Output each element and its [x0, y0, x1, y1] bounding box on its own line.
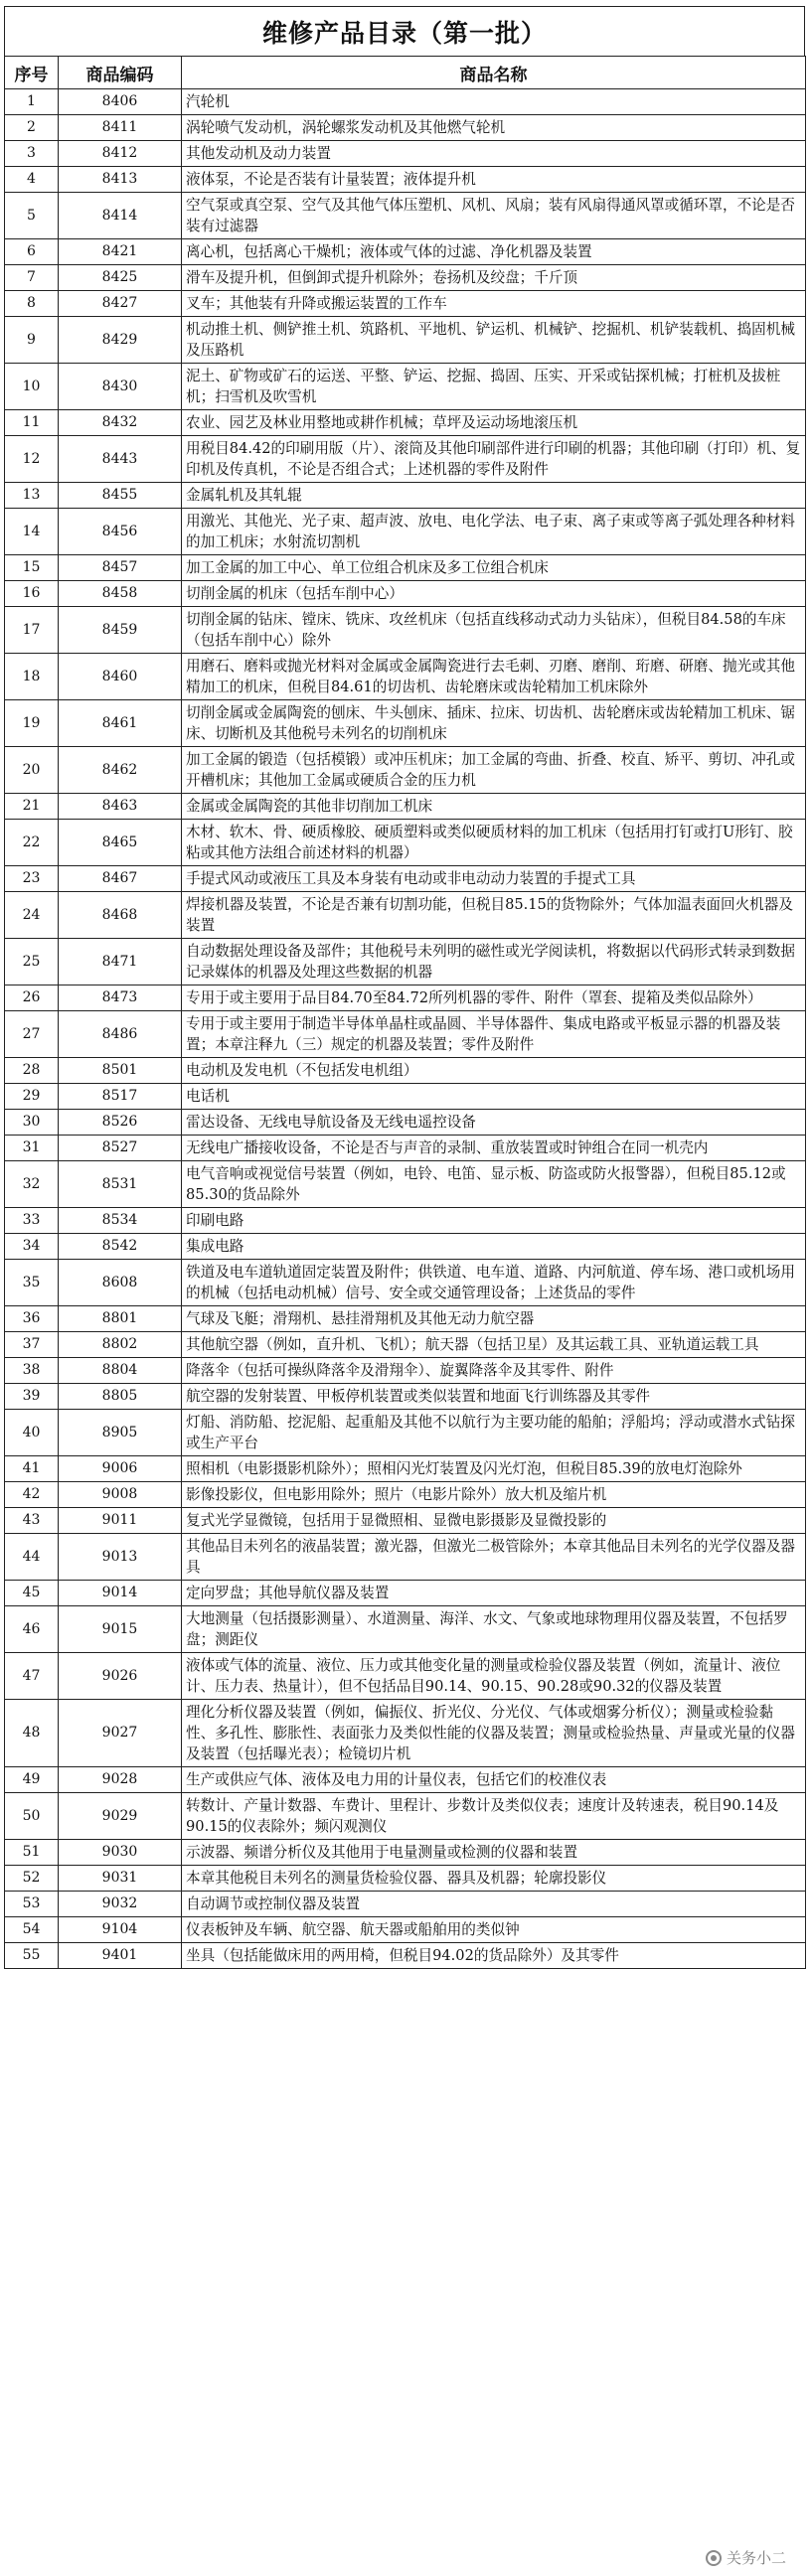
row-name: 集成电路	[182, 1234, 806, 1260]
row-code: 8430	[59, 364, 182, 410]
row-code: 8805	[59, 1384, 182, 1410]
row-seq: 23	[5, 866, 59, 892]
row-code: 8411	[59, 115, 182, 141]
row-name: 印刷电路	[182, 1208, 806, 1234]
table-row	[5, 654, 806, 700]
row-seq: 25	[5, 939, 59, 985]
row-seq: 5	[5, 193, 59, 239]
row-seq: 38	[5, 1358, 59, 1384]
row-code: 9013	[59, 1534, 182, 1581]
row-code: 9030	[59, 1840, 182, 1866]
row-seq: 13	[5, 483, 59, 509]
row-name: 电话机	[182, 1084, 806, 1110]
row-seq: 22	[5, 820, 59, 866]
row-code: 8463	[59, 794, 182, 820]
row-seq: 51	[5, 1840, 59, 1866]
table-row	[5, 866, 806, 892]
row-name: 泥土、矿物或矿石的运送、平整、铲运、挖掘、捣固、压实、开采或钻探机械；打桩机及拔桩机；扫雪机及吹雪机	[182, 364, 806, 410]
row-name: 气球及飞艇；滑翔机、悬挂滑翔机及其他无动力航空器	[182, 1306, 806, 1332]
table-row	[5, 939, 806, 985]
row-seq: 36	[5, 1306, 59, 1332]
row-name: 电气音响或视觉信号装置（例如，电铃、电笛、显示板、防盗或防火报警器），但税目85.12或85.30的货品除外	[182, 1161, 806, 1208]
row-seq: 32	[5, 1161, 59, 1208]
row-code: 8421	[59, 239, 182, 265]
table-row	[5, 794, 806, 820]
row-name: 无线电广播接收设备，不论是否与声音的录制、重放装置或时钟组合在同一机壳内	[182, 1136, 806, 1161]
header-seq: 序号	[5, 57, 59, 89]
table-row	[5, 1892, 806, 1917]
table-row	[5, 892, 806, 939]
table-row	[5, 1058, 806, 1084]
table-row	[5, 265, 806, 291]
row-name: 液体或气体的流量、液位、压力或其他变化量的测量或检验仪器及装置（例如，流量计、液位计、压力表、热量计），但不包括品目90.14、90.15、90.28或90.32的仪器及装置	[182, 1653, 806, 1700]
table-row	[5, 1136, 806, 1161]
row-name: 加工金属的锻造（包括模锻）或冲压机床；加工金属的弯曲、折叠、校直、矫平、剪切、冲孔或开槽机床；其他加工金属或硬质合金的压力机	[182, 747, 806, 794]
row-seq: 11	[5, 410, 59, 436]
table-row	[5, 700, 806, 747]
table-row	[5, 1358, 806, 1384]
row-name: 专用于或主要用于制造半导体单晶柱或晶圆、半导体器件、集成电路或平板显示器的机器及装置；本章注释九（三）规定的机器及装置；零件及附件	[182, 1011, 806, 1058]
table-row	[5, 1161, 806, 1208]
table-row	[5, 509, 806, 555]
table-row	[5, 1534, 806, 1581]
header-code: 商品编码	[59, 57, 182, 89]
row-code: 9027	[59, 1700, 182, 1767]
row-seq: 42	[5, 1482, 59, 1508]
table-row	[5, 1332, 806, 1358]
table-row	[5, 555, 806, 581]
table-row	[5, 115, 806, 141]
row-name: 金属或金属陶瓷的其他非切削加工机床	[182, 794, 806, 820]
row-seq: 52	[5, 1866, 59, 1892]
row-name: 焊接机器及装置，不论是否兼有切割功能，但税目85.15的货物除外；气体加温表面回火机器及装置	[182, 892, 806, 939]
table-row	[5, 581, 806, 607]
row-name: 生产或供应气体、液体及电力用的计量仪表，包括它们的校准仪表	[182, 1767, 806, 1793]
row-name: 其他品目未列名的液晶装置；激光器，但激光二极管除外；本章其他品目未列名的光学仪器及器具	[182, 1534, 806, 1581]
row-seq: 28	[5, 1058, 59, 1084]
wechat-logo-icon	[706, 2550, 722, 2566]
row-code: 8542	[59, 1234, 182, 1260]
row-name: 航空器的发射装置、甲板停机装置或类似装置和地面飞行训练器及其零件	[182, 1384, 806, 1410]
row-seq: 43	[5, 1508, 59, 1534]
table-row	[5, 193, 806, 239]
table-row	[5, 820, 806, 866]
header-row	[5, 57, 806, 89]
table-row	[5, 1234, 806, 1260]
row-seq: 33	[5, 1208, 59, 1234]
table-row	[5, 1260, 806, 1306]
row-name: 复式光学显微镜，包括用于显微照相、显微电影摄影及显微投影的	[182, 1508, 806, 1534]
row-name: 手提式风动或液压工具及本身装有电动或非电动动力装置的手提式工具	[182, 866, 806, 892]
row-seq: 8	[5, 291, 59, 317]
row-seq: 19	[5, 700, 59, 747]
row-code: 9015	[59, 1606, 182, 1653]
table-row	[5, 1606, 806, 1653]
row-code: 8801	[59, 1306, 182, 1332]
table-row	[5, 1866, 806, 1892]
row-code: 8468	[59, 892, 182, 939]
table-row	[5, 1306, 806, 1332]
row-code: 8471	[59, 939, 182, 985]
row-seq: 34	[5, 1234, 59, 1260]
row-seq: 9	[5, 317, 59, 364]
row-name: 转数计、产量计数器、车费计、里程计、步数计及类似仪表；速度计及转速表，税目90.14及90.15的仪表除外；频闪观测仪	[182, 1793, 806, 1840]
row-name: 大地测量（包括摄影测量）、水道测量、海洋、水文、气象或地球物理用仪器及装置，不包括罗盘；测距仪	[182, 1606, 806, 1653]
row-code: 8427	[59, 291, 182, 317]
row-code: 8534	[59, 1208, 182, 1234]
row-seq: 50	[5, 1793, 59, 1840]
row-code: 9029	[59, 1793, 182, 1840]
row-seq: 2	[5, 115, 59, 141]
header-name: 商品名称	[182, 57, 806, 89]
row-seq: 46	[5, 1606, 59, 1653]
table-row	[5, 89, 806, 115]
table-row	[5, 1084, 806, 1110]
row-seq: 26	[5, 985, 59, 1011]
row-name: 降落伞（包括可操纵降落伞及滑翔伞）、旋翼降落伞及其零件、附件	[182, 1358, 806, 1384]
row-name: 专用于或主要用于品目84.70至84.72所列机器的零件、附件（罩套、提箱及类似品除外）	[182, 985, 806, 1011]
row-name: 用磨石、磨料或抛光材料对金属或金属陶瓷进行去毛刺、刃磨、磨削、珩磨、研磨、抛光或其他精加工的机床，但税目84.61的切齿机、齿轮磨床或齿轮精加工机床除外	[182, 654, 806, 700]
table-row	[5, 1653, 806, 1700]
row-code: 8460	[59, 654, 182, 700]
table-row	[5, 1767, 806, 1793]
catalog-sheet	[4, 6, 805, 1969]
row-name: 切削金属或金属陶瓷的刨床、牛头刨床、插床、拉床、切齿机、齿轮磨床或齿轮精加工机床、锯床、切断机及其他税号未列名的切削机床	[182, 700, 806, 747]
row-name: 木材、软木、骨、硬质橡胶、硬质塑料或类似硬质材料的加工机床（包括用打钉或打U形钉、胶粘或其他方法组合前述材料的机器）	[182, 820, 806, 866]
row-seq: 29	[5, 1084, 59, 1110]
row-code: 8905	[59, 1410, 182, 1456]
watermark-text: 关务小二	[726, 2549, 786, 2567]
row-code: 8461	[59, 700, 182, 747]
row-name: 空气泵或真空泵、空气及其他气体压塑机、风机、风扇；装有风扇得通风罩或循环罩，不论是否装有过滤器	[182, 193, 806, 239]
row-code: 9032	[59, 1892, 182, 1917]
row-code: 8804	[59, 1358, 182, 1384]
row-name: 加工金属的加工中心、单工位组合机床及多工位组合机床	[182, 555, 806, 581]
row-code: 8462	[59, 747, 182, 794]
row-seq: 44	[5, 1534, 59, 1581]
row-name: 叉车；其他装有升降或搬运装置的工作车	[182, 291, 806, 317]
row-seq: 18	[5, 654, 59, 700]
row-name: 坐具（包括能做床用的两用椅，但税目94.02的货品除外）及其零件	[182, 1943, 806, 1969]
row-name: 农业、园艺及林业用整地或耕作机械；草坪及运动场地滚压机	[182, 410, 806, 436]
row-code: 8459	[59, 607, 182, 654]
row-name: 本章其他税目未列名的测量货检验仪器、器具及机器；轮廓投影仪	[182, 1866, 806, 1892]
table-row	[5, 1384, 806, 1410]
table-row	[5, 1208, 806, 1234]
row-name: 切削金属的钻床、镗床、铣床、攻丝机床（包括直线移动式动力头钻床），但税目84.58的车床（包括车削中心）除外	[182, 607, 806, 654]
table-row	[5, 1011, 806, 1058]
table-row	[5, 317, 806, 364]
row-code: 8457	[59, 555, 182, 581]
row-name: 滑车及提升机，但倒卸式提升机除外；卷扬机及绞盘；千斤顶	[182, 265, 806, 291]
row-code: 9028	[59, 1767, 182, 1793]
row-seq: 10	[5, 364, 59, 410]
row-seq: 27	[5, 1011, 59, 1058]
row-seq: 4	[5, 167, 59, 193]
table-row	[5, 141, 806, 167]
table-row	[5, 410, 806, 436]
row-seq: 15	[5, 555, 59, 581]
row-code: 8414	[59, 193, 182, 239]
row-seq: 21	[5, 794, 59, 820]
row-name: 用激光、其他光、光子束、超声波、放电、电化学法、电子束、离子束或等离子弧处理各种材料的加工机床；水射流切割机	[182, 509, 806, 555]
row-seq: 45	[5, 1581, 59, 1606]
row-name: 理化分析仪器及装置（例如，偏振仪、折光仪、分光仪、气体或烟雾分析仪）；测量或检验黏性、多孔性、膨胀性、表面张力及类似性能的仪器及装置；测量或检验热量、声量或光量的仪器及装置（包括曝光表）；检镜切片机	[182, 1700, 806, 1767]
row-code: 8458	[59, 581, 182, 607]
row-seq: 39	[5, 1384, 59, 1410]
row-seq: 30	[5, 1110, 59, 1136]
table-row	[5, 436, 806, 483]
row-name: 铁道及电车道轨道固定装置及附件；供铁道、电车道、道路、内河航道、停车场、港口或机场用的机械（包括电动机械）信号、安全或交通管理设备；上述货品的零件	[182, 1260, 806, 1306]
table-row	[5, 607, 806, 654]
watermark	[706, 2547, 786, 2568]
row-name: 定向罗盘；其他导航仪器及装置	[182, 1581, 806, 1606]
row-code: 8501	[59, 1058, 182, 1084]
row-code: 9104	[59, 1917, 182, 1943]
row-seq: 1	[5, 89, 59, 115]
row-code: 8465	[59, 820, 182, 866]
row-name: 用税目84.42的印刷用版（片）、滚筒及其他印刷部件进行印刷的机器；其他印刷（打印）机、复印机及传真机，不论是否组合式；上述机器的零件及附件	[182, 436, 806, 483]
row-seq: 6	[5, 239, 59, 265]
row-code: 8467	[59, 866, 182, 892]
row-code: 8432	[59, 410, 182, 436]
row-seq: 12	[5, 436, 59, 483]
row-code: 8412	[59, 141, 182, 167]
row-name: 仪表板钟及车辆、航空器、航天器或船舶用的类似钟	[182, 1917, 806, 1943]
row-code: 9006	[59, 1456, 182, 1482]
row-code: 8456	[59, 509, 182, 555]
row-seq: 31	[5, 1136, 59, 1161]
table-row	[5, 1943, 806, 1969]
row-code: 8406	[59, 89, 182, 115]
row-seq: 40	[5, 1410, 59, 1456]
row-name: 自动数据处理设备及部件；其他税号未列明的磁性或光学阅读机，将数据以代码形式转录到数据记录媒体的机器及处理这些数据的机器	[182, 939, 806, 985]
table-row	[5, 483, 806, 509]
row-seq: 47	[5, 1653, 59, 1700]
row-name: 液体泵，不论是否装有计量装置；液体提升机	[182, 167, 806, 193]
row-code: 8443	[59, 436, 182, 483]
row-code: 8526	[59, 1110, 182, 1136]
table-row	[5, 1917, 806, 1943]
table-row	[5, 1700, 806, 1767]
table-row	[5, 1840, 806, 1866]
row-code: 9031	[59, 1866, 182, 1892]
row-name: 照相机（电影摄影机除外）；照相闪光灯装置及闪光灯泡，但税目85.39的放电灯泡除外	[182, 1456, 806, 1482]
row-code: 8802	[59, 1332, 182, 1358]
row-name: 影像投影仪，但电影用除外；照片（电影片除外）放大机及缩片机	[182, 1482, 806, 1508]
row-seq: 48	[5, 1700, 59, 1767]
row-code: 9011	[59, 1508, 182, 1534]
row-code: 8486	[59, 1011, 182, 1058]
table-row	[5, 1110, 806, 1136]
row-name: 金属轧机及其轧辊	[182, 483, 806, 509]
row-seq: 16	[5, 581, 59, 607]
table-row	[5, 985, 806, 1011]
row-code: 8527	[59, 1136, 182, 1161]
row-code: 8455	[59, 483, 182, 509]
table-row	[5, 1482, 806, 1508]
row-code: 8608	[59, 1260, 182, 1306]
row-code: 9014	[59, 1581, 182, 1606]
row-name: 电动机及发电机（不包括发电机组）	[182, 1058, 806, 1084]
row-name: 切削金属的机床（包括车削中心）	[182, 581, 806, 607]
row-seq: 55	[5, 1943, 59, 1969]
table-row	[5, 239, 806, 265]
row-seq: 17	[5, 607, 59, 654]
row-seq: 7	[5, 265, 59, 291]
row-name: 汽轮机	[182, 89, 806, 115]
row-code: 8429	[59, 317, 182, 364]
row-seq: 37	[5, 1332, 59, 1358]
row-code: 9008	[59, 1482, 182, 1508]
table-row	[5, 1793, 806, 1840]
table-row	[5, 1508, 806, 1534]
row-seq: 20	[5, 747, 59, 794]
row-code: 8425	[59, 265, 182, 291]
page-title: 维修产品目录（第一批）	[4, 6, 805, 56]
row-seq: 54	[5, 1917, 59, 1943]
table-row	[5, 1410, 806, 1456]
row-seq: 3	[5, 141, 59, 167]
row-name: 其他发动机及动力装置	[182, 141, 806, 167]
row-seq: 41	[5, 1456, 59, 1482]
row-name: 示波器、频谱分析仪及其他用于电量测量或检测的仪器和装置	[182, 1840, 806, 1866]
row-name: 其他航空器（例如，直升机、飞机）；航天器（包括卫星）及其运载工具、亚轨道运载工具	[182, 1332, 806, 1358]
row-name: 雷达设备、无线电导航设备及无线电遥控设备	[182, 1110, 806, 1136]
table-row	[5, 167, 806, 193]
row-name: 机动推土机、侧铲推土机、筑路机、平地机、铲运机、机械铲、挖掘机、机铲装载机、捣固机械及压路机	[182, 317, 806, 364]
row-name: 灯船、消防船、挖泥船、起重船及其他不以航行为主要功能的船舶；浮船坞；浮动或潜水式钻探或生产平台	[182, 1410, 806, 1456]
row-seq: 24	[5, 892, 59, 939]
row-name: 涡轮喷气发动机，涡轮螺浆发动机及其他燃气轮机	[182, 115, 806, 141]
row-code: 8473	[59, 985, 182, 1011]
table-row	[5, 364, 806, 410]
row-code: 8413	[59, 167, 182, 193]
row-seq: 35	[5, 1260, 59, 1306]
product-table	[4, 56, 806, 1969]
row-seq: 14	[5, 509, 59, 555]
table-row	[5, 1581, 806, 1606]
table-row	[5, 1456, 806, 1482]
table-row	[5, 747, 806, 794]
row-name: 自动调节或控制仪器及装置	[182, 1892, 806, 1917]
table-row	[5, 291, 806, 317]
row-seq: 49	[5, 1767, 59, 1793]
row-code: 8531	[59, 1161, 182, 1208]
row-name: 离心机，包括离心干燥机；液体或气体的过滤、净化机器及装置	[182, 239, 806, 265]
row-code: 8517	[59, 1084, 182, 1110]
row-code: 9401	[59, 1943, 182, 1969]
row-seq: 53	[5, 1892, 59, 1917]
row-code: 9026	[59, 1653, 182, 1700]
